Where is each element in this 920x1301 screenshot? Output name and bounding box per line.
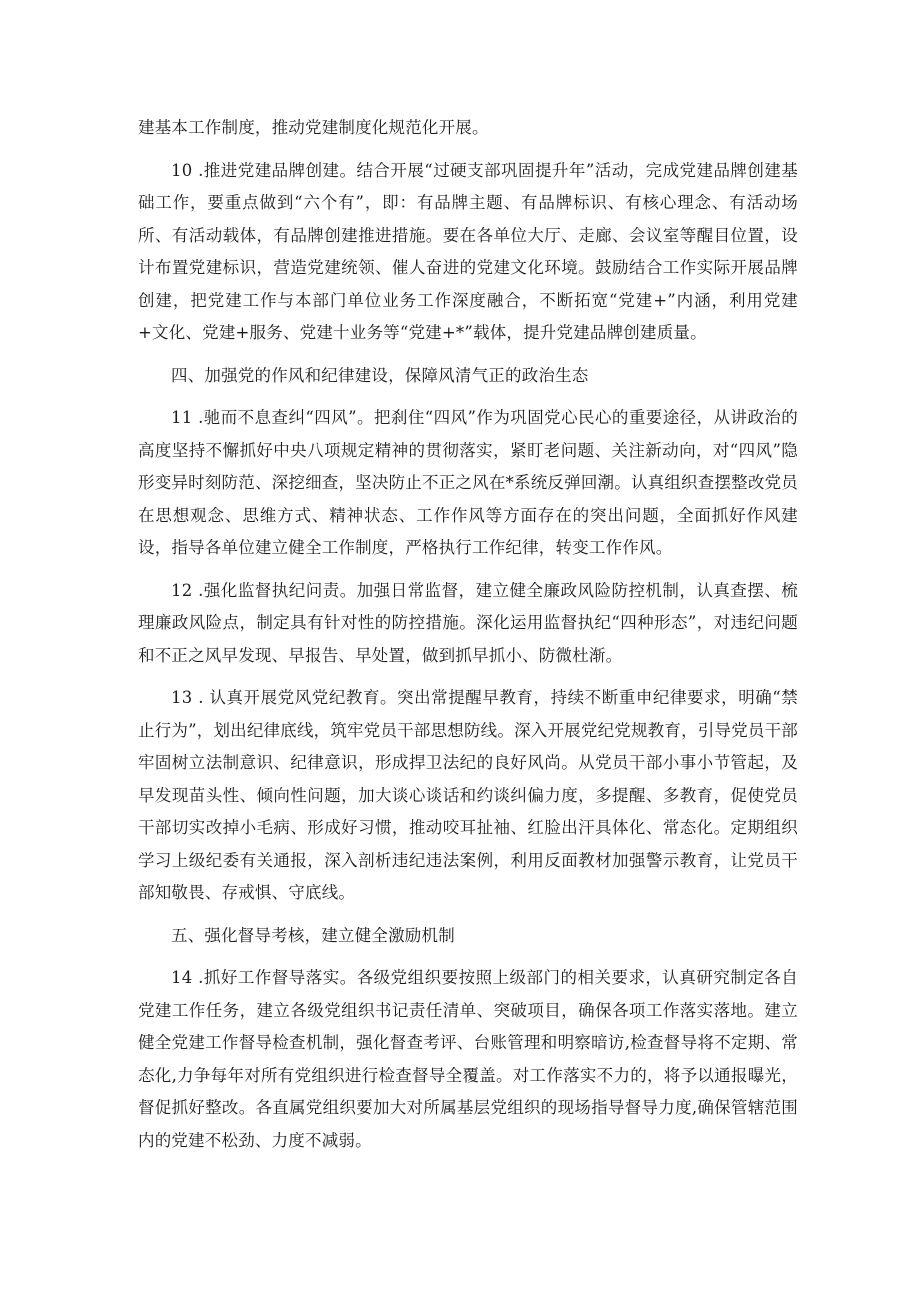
paragraph-12-supervision: 12 .强化监督执纪问责。加强日常监督，建立健全廉政风险防控机制，认真查摆、梳理廉政风险点，制定具有针对性的防控措施。深化运用监督执纪“四种形态”，对违纪问题和不正之风早发现、早报告、早处置，做到抓早抓小、防微杜渐。 [138,580,798,665]
section-heading-4: 四、加强党的作风和纪律建设，保障风清气正的政治生态 [171,365,589,385]
paragraph-13-discipline-education: 13 . 认真开展党风党纪教育。突出常提醒早教育，持续不断重申纪律要求，明确“禁止行为”，划出纪律底线，筑牢党员干部思想防线。深入开展党纪党规教育，引导党员干部牢固树立法制意识、纪律意识，形成捍卫法纪的良好风尚。从党员干部小事小节管起，及早发现苗头性、倾向性问题，加大谈心谈话和约谈纠偏力度，多提醒、多教育，促使党员干部切实改掉小毛病、形成好习惯，推动咬耳扯袖、红脸出汗具体化、常态化。定期组织学习上级纪委有关通报，深入剖析违纪违法案例，利用反面教材加强警示教育，让党员干部知敬畏、存戒惧、守底线。 [138,688,798,902]
document-body [138,112,798,1157]
paragraph-continued: 建基本工作制度，推动党建制度化规范化开展。 [138,118,489,137]
paragraph-14-supervision-implementation: 14 .抓好工作督导落实。各级党组织要按照上级部门的相关要求，认真研究制定各自党建工作任务，建立各级党组织书记责任清单、突破项目，确保各项工作落实落地。建立健全党建工作督导检查机制，强化督查考评、台账管理和明察暗访,检查督导将不定期、常态化,力争每年对所有党组织进行检查督导全覆盖。对工作落实不力的，将予以通报曝光，督促抓好整改。各直属党组织要加大对所属基层党组织的现场指导督导力度,确保管辖范围内的党建不松劲、力度不减弱。 [138,968,798,1150]
section-heading-5: 五、强化督导考核，建立健全激励机制 [171,925,455,945]
paragraph-11-four-winds: 11 .驰而不息查纠“四风”。把刹住“四风”作为巩固党心民心的重要途径，从讲政治的高度坚持不懈抓好中央八项规定精神的贯彻落实，紧盯老问题、关注新动向，对“四风”隐形变异时刻防范、深挖细查，坚决防止不正之风在*系统反弹回潮。认真组织查摆整改党员在思想观念、思维方式、精神状态、工作作风等方面存在的突出问题，全面抓好作风建设，指导各单位建立健全工作制度，严格执行工作纪律，转变工作作风。 [138,408,798,557]
paragraph-10-brand-building: 10 .推进党建品牌创建。结合开展“过硬支部巩固提升年”活动，完成党建品牌创建基础工作，要重点做到“六个有”，即：有品牌主题、有品牌标识、有核心理念、有活动场所、有活动载体，有品牌创建推进措施。要在各单位大厅、走廊、会议室等醒目位置，设计布置党建标识，营造党建统领、催人奋进的党建文化环境。鼓励结合工作实际开展品牌创建，把党建工作与本部门单位业务工作深度融合，不断拓宽“党建+”内涵，利用党建+文化、党建+服务、党建十业务等“党建+*”载体，提升党建品牌创建质量。 [138,160,798,342]
